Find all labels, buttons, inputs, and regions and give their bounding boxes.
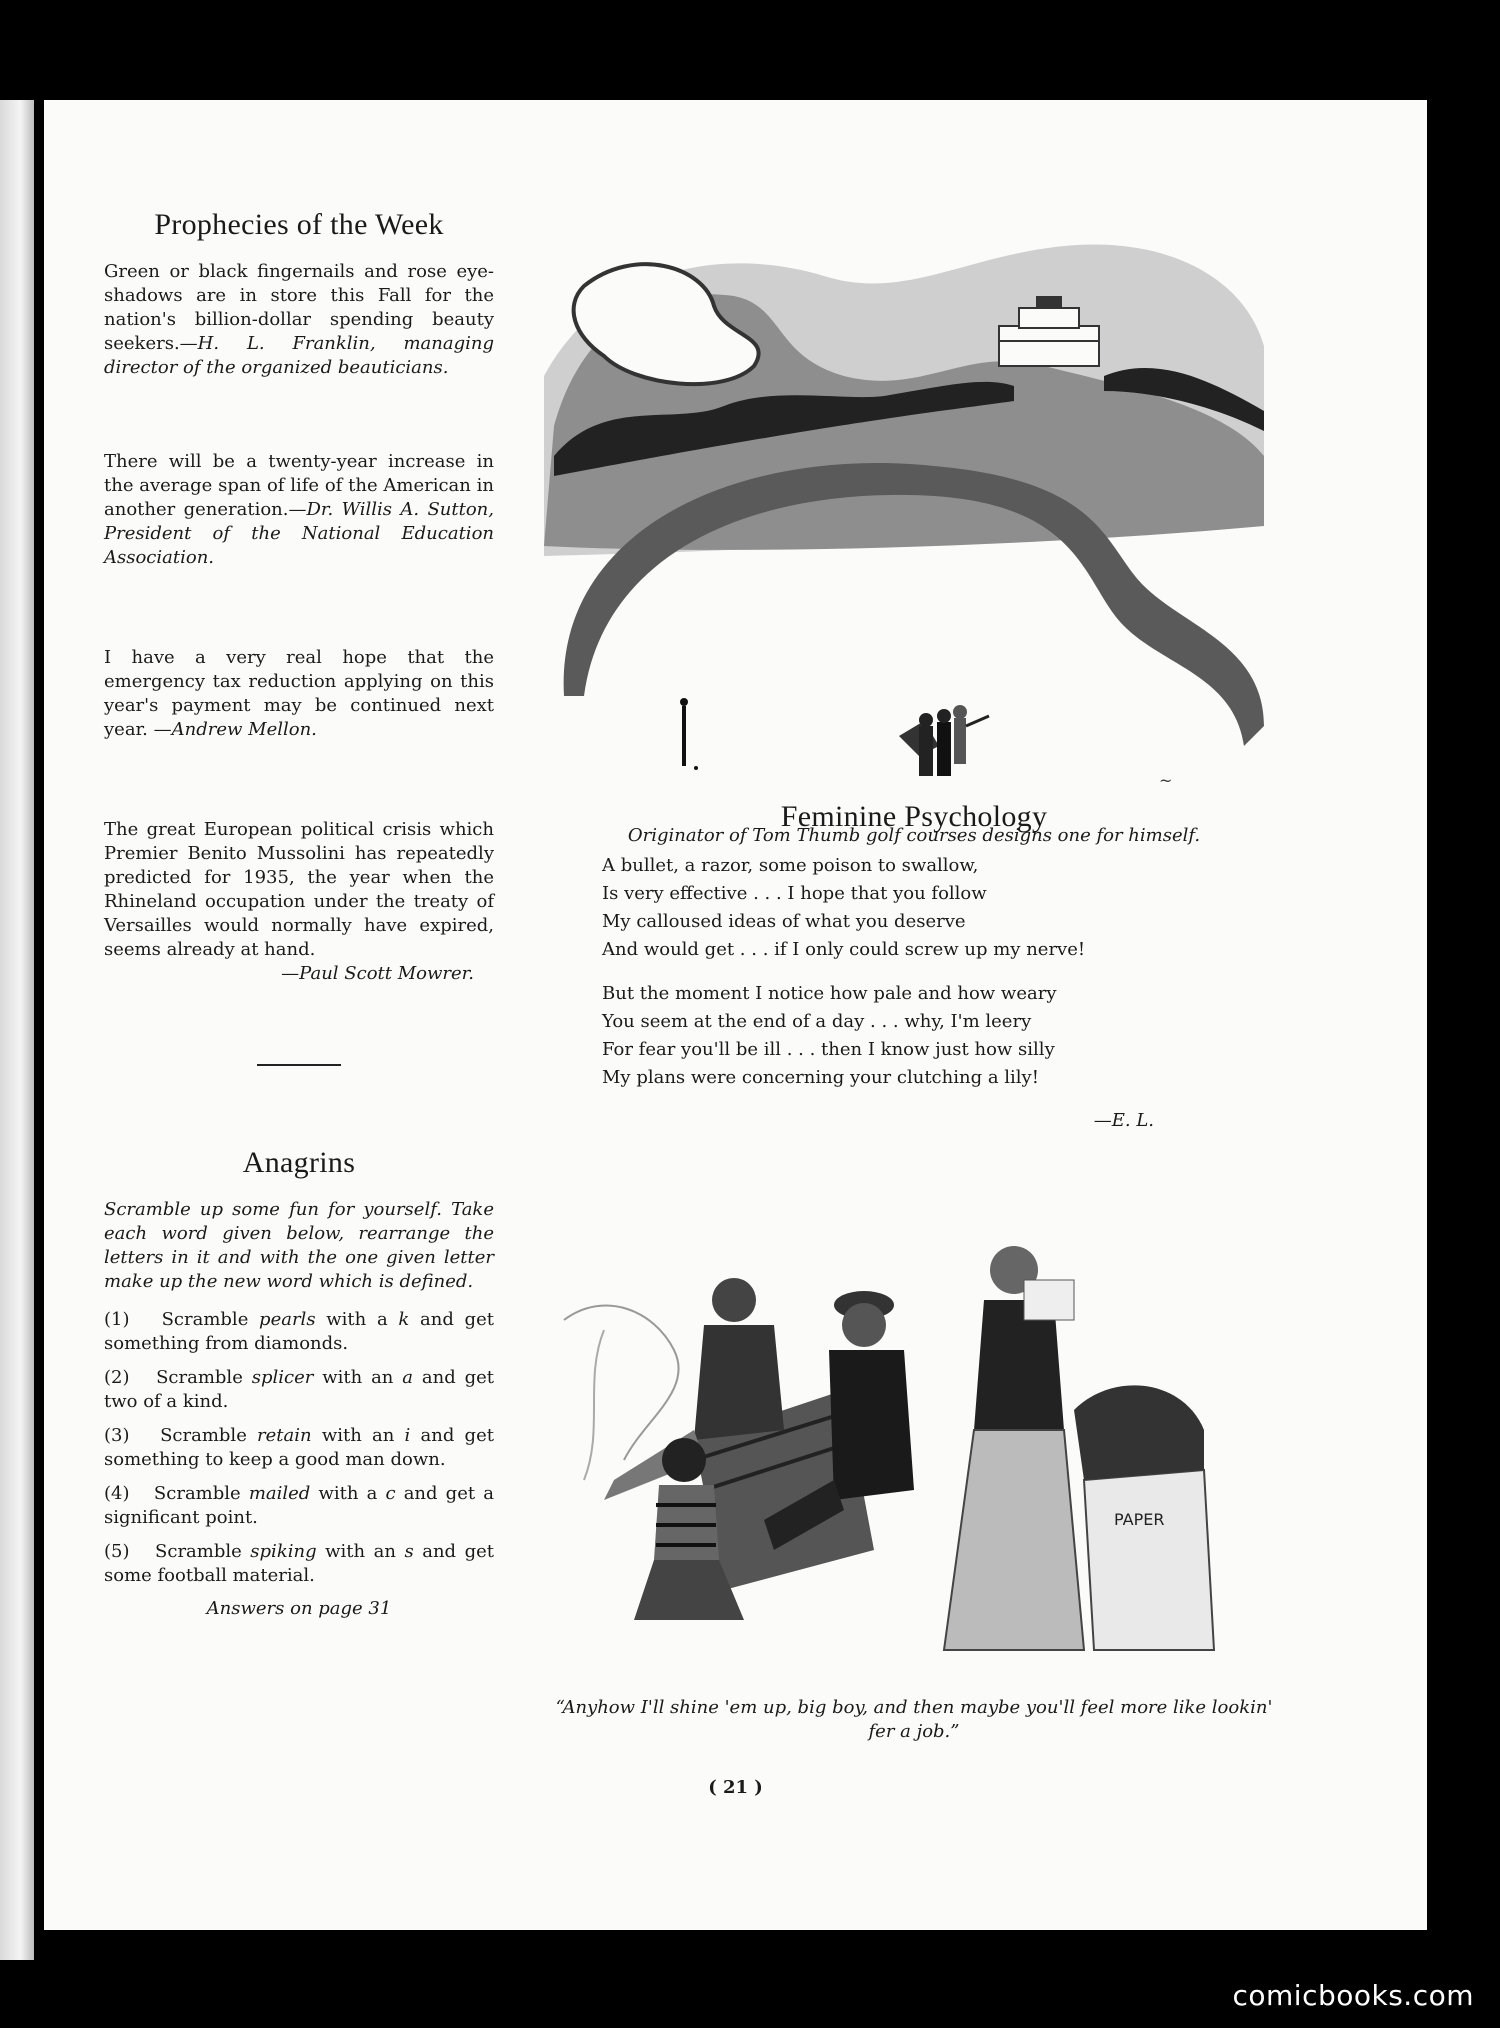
adjacent-page-edge bbox=[0, 100, 34, 1960]
standing-woman-figure bbox=[944, 1246, 1084, 1650]
prophecy-text: There will be a twenty-year increase in the average span of life of the American in another generation. bbox=[104, 451, 494, 520]
prophecy-item bbox=[104, 450, 494, 570]
poem-title: Feminine Psychology bbox=[780, 800, 1048, 833]
bench-illustration-block bbox=[544, 1230, 1284, 1762]
anagrin-item: (4) Scramble mailed with a c and get a significant point. bbox=[104, 1483, 494, 1528]
left-column bbox=[104, 208, 494, 1637]
poem-block bbox=[544, 800, 1284, 1149]
poem-signature: —E. L. bbox=[1093, 1110, 1154, 1131]
sketch-figure bbox=[584, 1330, 604, 1480]
poem-line: And would get . . . if I only could screw up my nerve! bbox=[602, 939, 1086, 960]
anagrins-intro: Scramble up some fun for yourself. Take each word given below, rearrange the letters in it and with the one given letter make up the new word which is defined. bbox=[104, 1199, 494, 1292]
prophecy-attribution: —Andrew Mellon. bbox=[153, 719, 317, 740]
poem-line: For fear you'll be ill . . . then I know just how silly bbox=[602, 1039, 1055, 1060]
prophecy-attribution: —Paul Scott Mowrer. bbox=[281, 963, 474, 984]
golf-illustration-block bbox=[544, 226, 1284, 866]
prophecies-title: Prophecies of the Week bbox=[154, 208, 444, 241]
anagrin-item: (3) Scramble retain with an i and get something to keep a good man down. bbox=[104, 1425, 494, 1470]
poem-line: My calloused ideas of what you deserve bbox=[602, 911, 966, 932]
golf-course-illustration bbox=[544, 226, 1284, 816]
artist-signature: ~ bbox=[1159, 771, 1173, 790]
poem-line: A bullet, a razor, some poison to swallow, bbox=[602, 855, 979, 876]
prophecy-item bbox=[104, 646, 494, 742]
prophecy-item bbox=[104, 818, 494, 986]
page-number: ( 21 ) bbox=[708, 1777, 763, 1798]
poem-line: Is very effective . . . I hope that you follow bbox=[602, 883, 987, 904]
sketch-figure bbox=[564, 1306, 679, 1460]
bin-sign-text: PAPER bbox=[1114, 1510, 1165, 1529]
prophecy-text: Green or black fingernails and rose eye-shadows are in store this Fall for the nation's billion-dollar spending beauty seekers. bbox=[104, 261, 494, 354]
bench-caption: “Anyhow I'll shine 'em up, big boy, and then maybe you'll feel more like lookin' fer a job.” bbox=[555, 1697, 1273, 1742]
watermark-text: comicbooks.com bbox=[1232, 1979, 1474, 2012]
prophecy-text: I have a very real hope that the emergency tax reduction applying on this year's payment may be continued next year. bbox=[104, 647, 494, 740]
park-bench-illustration bbox=[544, 1230, 1284, 1670]
anagrin-item: (1) Scramble pearls with a k and get something from diamonds. bbox=[104, 1309, 494, 1354]
answers-note: Answers on page 31 bbox=[206, 1598, 392, 1619]
anagrin-item: (5) Scramble spiking with an s and get some football material. bbox=[104, 1541, 494, 1586]
anagrins-title: Anagrins bbox=[242, 1146, 356, 1179]
poem-line: But the moment I notice how pale and how weary bbox=[602, 983, 1057, 1004]
poem-line: My plans were concerning your clutching a lily! bbox=[602, 1067, 1039, 1088]
prophecy-attribution: —H. L. Franklin, managing director of the organized beauticians. bbox=[104, 333, 494, 378]
trash-bin bbox=[1074, 1385, 1214, 1650]
magazine-page bbox=[44, 100, 1427, 1930]
poem-line: You seem at the end of a day . . . why, I'm leery bbox=[602, 1011, 1032, 1032]
golf-caption: Originator of Tom Thumb golf courses designs one for himself. bbox=[627, 825, 1201, 846]
poem-stanza bbox=[602, 852, 1284, 964]
prophecy-attribution: —Dr. Willis A. Sutton, President of the National Education Association. bbox=[104, 499, 494, 568]
anagrins-list bbox=[104, 1308, 494, 1588]
prophecy-text: The great European political crisis which Premier Benito Mussolini has repeatedly predicted for 1935, the year when the Rhineland occupation under the treaty of Versailles would normally have expired, seems already at hand. bbox=[104, 819, 494, 960]
golfer-figures bbox=[899, 705, 989, 776]
poem-stanza bbox=[602, 980, 1284, 1092]
anagrin-item: (2) Scramble splicer with an a and get two of a kind. bbox=[104, 1367, 495, 1412]
prophecy-item bbox=[104, 260, 494, 380]
golf-flag bbox=[680, 698, 698, 770]
